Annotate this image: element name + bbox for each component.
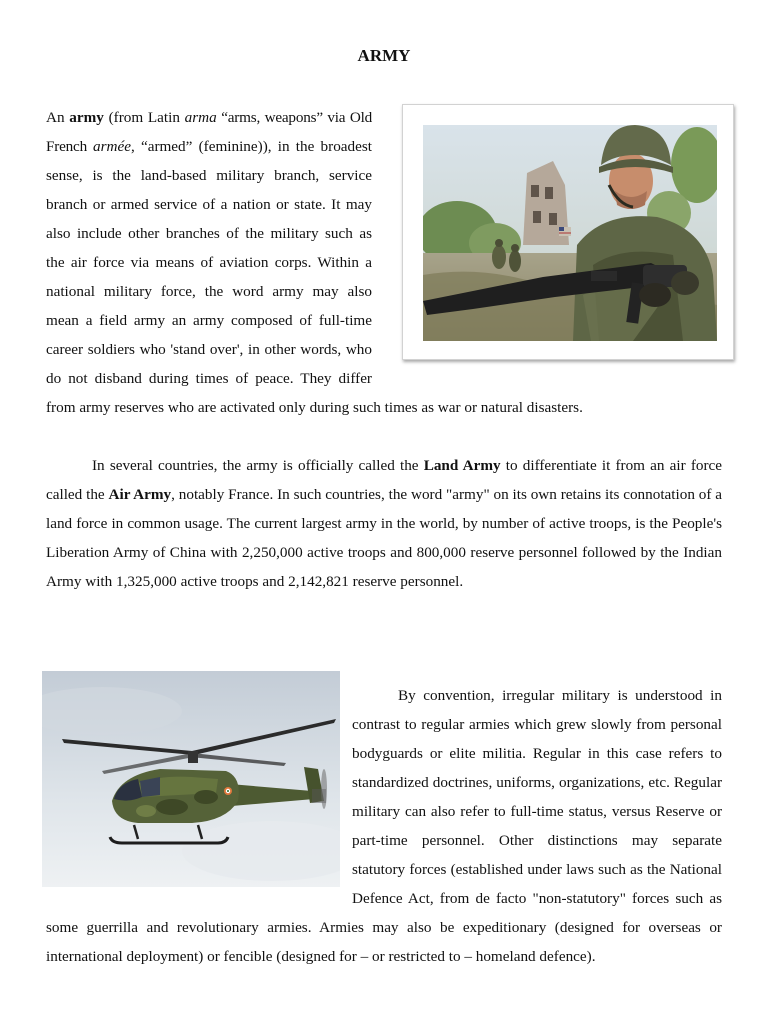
helicopter-photo-spacer (42, 671, 340, 883)
paragraph-3 (46, 681, 722, 971)
term-army: army (69, 109, 104, 126)
term-armee: armée (92, 138, 131, 155)
term-land-army: Land Army (423, 457, 501, 474)
page-title: ARMY (357, 46, 411, 65)
paragraph-1 (46, 103, 722, 422)
paragraph-2 (46, 451, 722, 596)
term-air-army: Air Army (108, 486, 172, 503)
paragraph-3-text: By convention, irregular military is understood in contrast to regular armies which grew slowly from personal bodyguards or elite militia. Regular in this case refers to standardized doctrines, uniforms, organizations, etc. Regular military can also refer to full-time status, versus Reserve or part-time personnel. Other distinctions may separate statutory forces (established under laws such as the National Defence Act, from de facto "non-statutory" forces such as some guerrilla and revolutionary armies. Armies may also be expeditionary (designed for overseas or international deployment) or fencible (designed for – or restricted to – homeland defence). (46, 687, 722, 965)
paragraph-2-text-a: In several countries, the army is officially called the (92, 457, 424, 474)
paragraph-2-text-b: to differentiate it from an air force called the (46, 457, 723, 503)
term-arma: arma (184, 109, 217, 126)
paragraph-2-text-c: , notably France. In such countries, the word "army" on its own retains its connotation of a land force in common usage. The current largest army in the world, by number of active troops, is the People's Liberation Army of China with 2,250,000 active troops and 800,000 reserve personnel followed by the Indian Army with 1,325,000 active troops and 2,142,821 reserve personnel. (46, 486, 723, 590)
paragraph-1-text-b: (from Latin (103, 109, 185, 126)
paragraph-1-text-a: An (46, 109, 70, 126)
soldier-photo-spacer (390, 103, 722, 361)
paragraph-1-text-c: “arms, weapons” via Old French (46, 109, 373, 155)
paragraph-1-text-d: , “armed” (feminine)), in the broadest sense, is the land-based military branch, service branch or armed service of a nation or state. It may also include other branches of the military such as the air force via means of aviation corps. Within a national military force, the word army may also mean a field army an army composed of full-time career soldiers who 'stand over', in other words, who do not disband during times of peace. They differ from army reserves who are activated only during such times as war or natural disasters. (46, 138, 583, 416)
